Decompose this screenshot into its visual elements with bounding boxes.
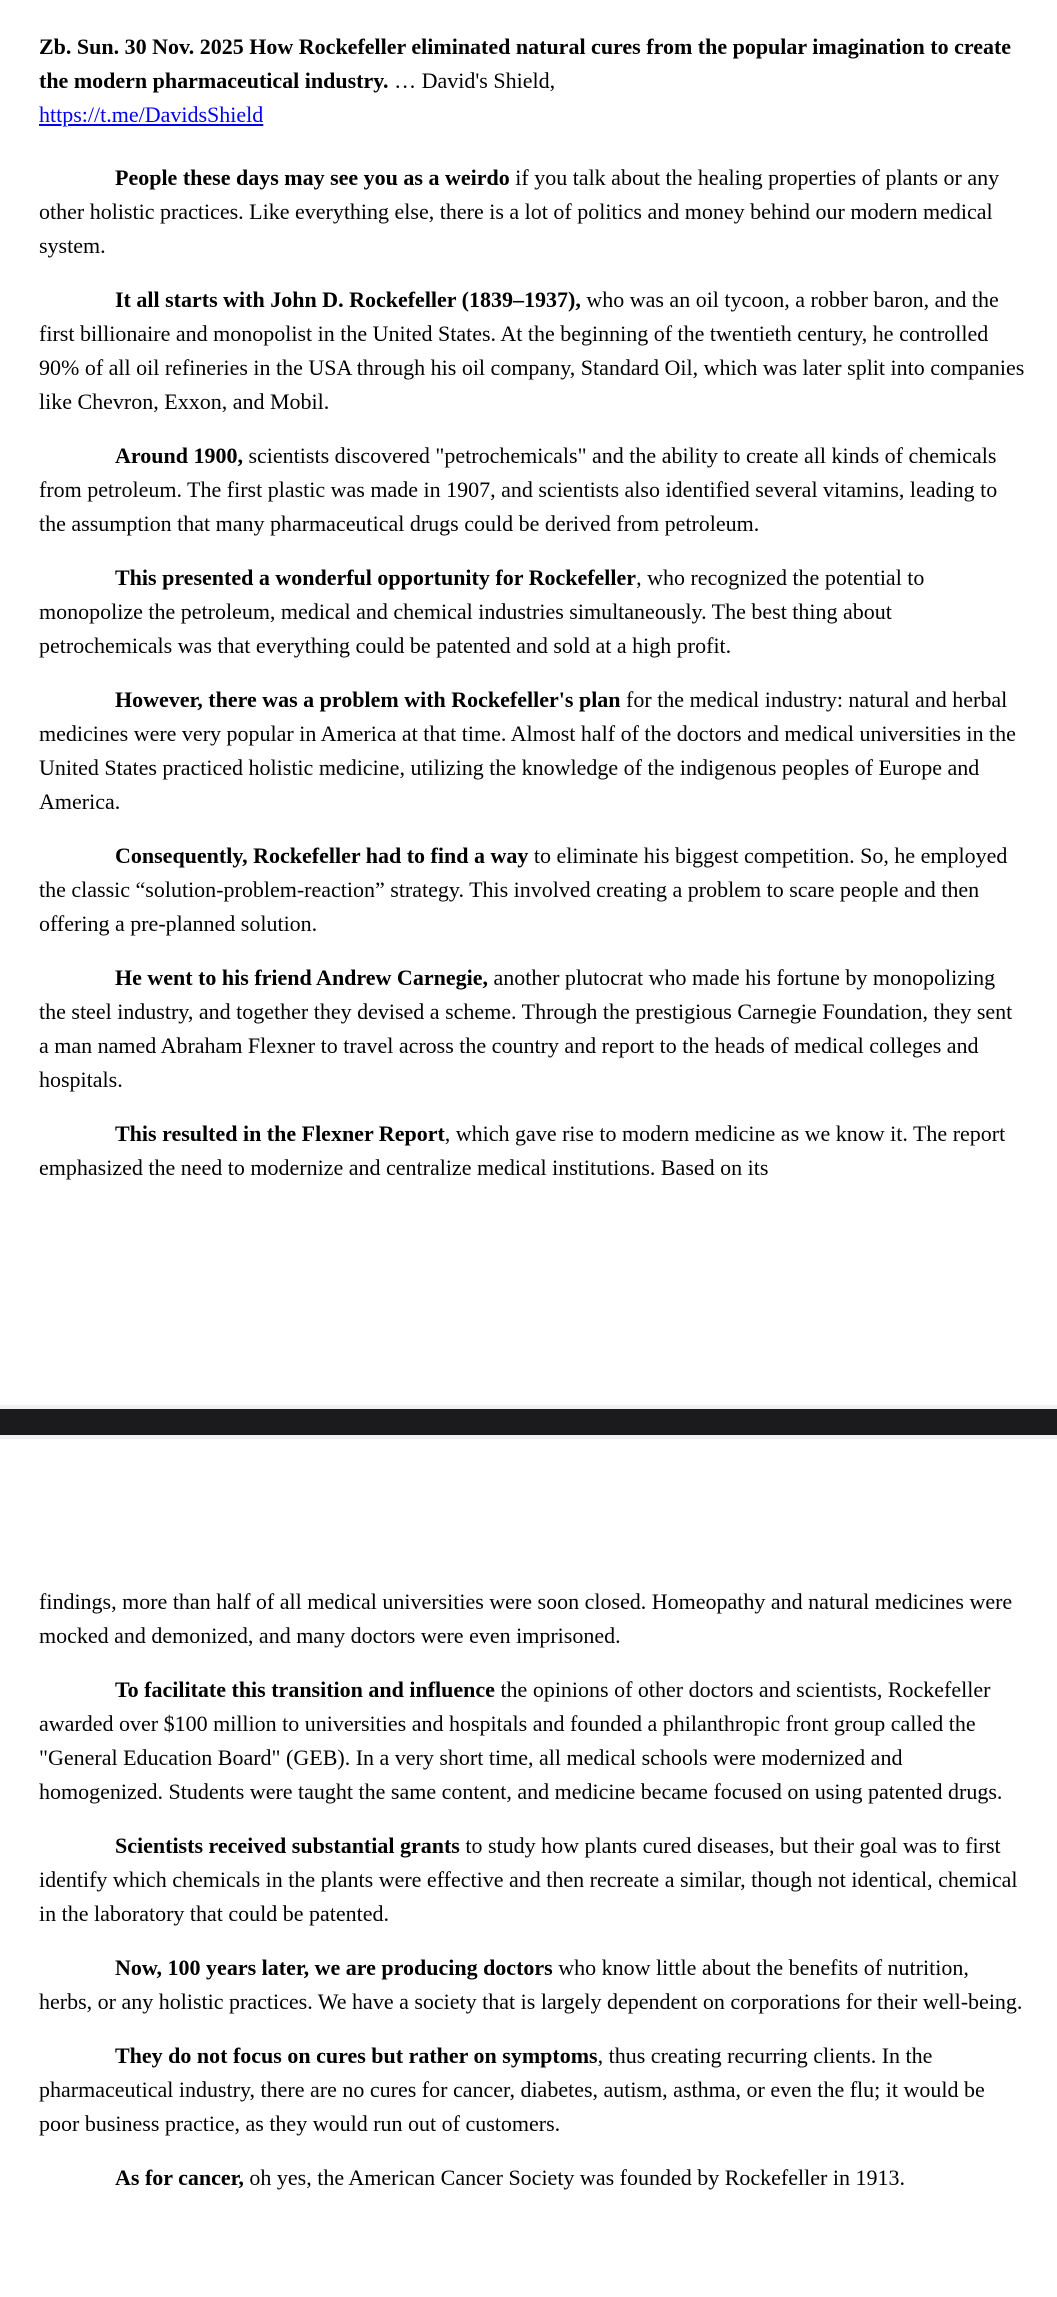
paragraph-lead: Consequently, Rockefeller had to find a way — [115, 843, 529, 868]
paragraph-lead: To facilitate this transition and influence — [115, 1677, 495, 1702]
paragraph — [39, 1829, 1027, 1931]
page-break-bar — [0, 1409, 1057, 1435]
paragraph-rest: another plutocrat who made his fortune by monopolizing the steel industry, and together they devised a scheme. Through the prestigious Carnegie Foundation, they sent a man named Abraham Flexner to travel across the country and report to the heads of medical colleges and hospitals. — [39, 965, 1013, 1092]
paragraph — [39, 1951, 1027, 2019]
paragraph — [39, 1673, 1027, 1809]
paragraph-rest: for the medical industry: natural and herbal medicines were very popular in America at that time. Almost half of the doctors and medical universities in the United States practiced holistic medicine, utilizing the knowledge of the indigenous peoples of Europe and America. — [39, 687, 1016, 814]
paragraph-rest: , which gave rise to modern medicine as we know it. The report emphasized the need to modernize and centralize medical institutions. Based on its — [39, 1121, 1006, 1180]
page-break-separator — [0, 1405, 1057, 1439]
paragraph-rest: the opinions of other doctors and scientists, Rockefeller awarded over $100 million to universities and hospitals and founded a philanthropic front group called the "General Education Board" (GEB). In a very short time, all medical schools were modernized and homogenized. Students were taught the same content, and medicine became focused on using patented drugs. — [39, 1677, 1003, 1804]
paragraph-lead: They do not focus on cures but rather on symptoms — [115, 2043, 598, 2068]
paragraph-lead: Scientists received substantial grants — [115, 1833, 460, 1858]
paragraph-rest: oh yes, the American Cancer Society was founded by Rockefeller in 1913. — [243, 2165, 905, 2190]
document-body-bottom — [0, 1585, 1057, 2215]
paragraph-rest: , who recognized the potential to monopolize the petroleum, medical and chemical industries simultaneously. The best thing about petrochemicals was that everything could be patented and sold at a high profit. — [39, 565, 925, 658]
paragraph-rest: if you talk about the healing properties of plants or any other holistic practices. Like everything else, there is a lot of politics and money behind our modern medical system. — [39, 165, 1000, 258]
paragraph-lead: Around 1900, — [115, 443, 243, 468]
paragraph — [39, 561, 1027, 663]
document-title — [39, 30, 1027, 132]
paragraph-lead: Now, 100 years later, we are producing doctors — [115, 1955, 553, 1980]
telegram-link[interactable]: https://t.me/DavidsShield — [39, 102, 264, 127]
paragraph-lead: As for cancer, — [115, 2165, 244, 2190]
paragraph — [39, 839, 1027, 941]
paragraph — [39, 1117, 1027, 1185]
paragraph-rest: scientists discovered "petrochemicals" and the ability to create all kinds of chemicals from petroleum. The first plastic was made in 1907, and scientists also identified several vitamins, leading to the assumption that many pharmaceutical drugs could be derived from petroleum. — [39, 443, 998, 536]
paragraph-rest: to study how plants cured diseases, but their goal was to first identify which chemicals in the plants were effective and then recreate a similar, though not identical, chemical in the laboratory that could be patented. — [39, 1833, 1018, 1926]
title-suffix-text: … David's Shield, — [388, 68, 556, 93]
paragraph-rest: to eliminate his biggest competition. So, he employed the classic “solution-problem-reaction” strategy. This involved creating a problem to scare people and then offering a pre-planned solution. — [39, 843, 1008, 936]
paragraph-lead: It all starts with John D. Rockefeller (1839–1937), — [115, 287, 581, 312]
title-bold-text: Zb. Sun. 30 Nov. 2025 How Rockefeller eliminated natural cures from the popular imagination to create the modern pharmaceutical industry. — [39, 34, 1012, 93]
paragraph-lead: This presented a wonderful opportunity for Rockefeller — [115, 565, 637, 590]
paragraph — [39, 283, 1027, 419]
paragraph — [39, 161, 1027, 263]
paragraph — [39, 439, 1027, 541]
paragraph — [39, 961, 1027, 1097]
paragraph — [39, 2161, 1027, 2195]
paragraph-rest: , thus creating recurring clients. In the pharmaceutical industry, there are no cures for cancer, diabetes, autism, asthma, or even the flu; it would be poor business practice, as they would run out of customers. — [39, 2043, 985, 2136]
paragraph-lead: However, there was a problem with Rockefeller's plan — [115, 687, 621, 712]
page-break-edge-bottom — [0, 1435, 1057, 1439]
paragraph — [39, 683, 1027, 819]
paragraph — [39, 2039, 1027, 2141]
paragraph-lead: This resulted in the Flexner Report — [115, 1121, 445, 1146]
paragraph-rest: findings, more than half of all medical universities were soon closed. Homeopathy and natural medicines were mocked and demonized, and many doctors were even imprisoned. — [39, 1589, 1013, 1648]
paragraph-lead: People these days may see you as a weirdo — [115, 165, 510, 190]
paragraph-rest: who was an oil tycoon, a robber baron, and the first billionaire and monopolist in the United States. At the beginning of the twentieth century, he controlled 90% of all oil refineries in the USA through his oil company, Standard Oil, which was later split into companies like Chevron, Exxon, and Mobil. — [39, 287, 1025, 414]
paragraph-lead: He went to his friend Andrew Carnegie, — [115, 965, 488, 990]
paragraph-continuation — [39, 1585, 1027, 1653]
paragraph-rest: who know little about the benefits of nutrition, herbs, or any holistic practices. We have a society that is largely dependent on corporations for their well-being. — [39, 1955, 1023, 2014]
